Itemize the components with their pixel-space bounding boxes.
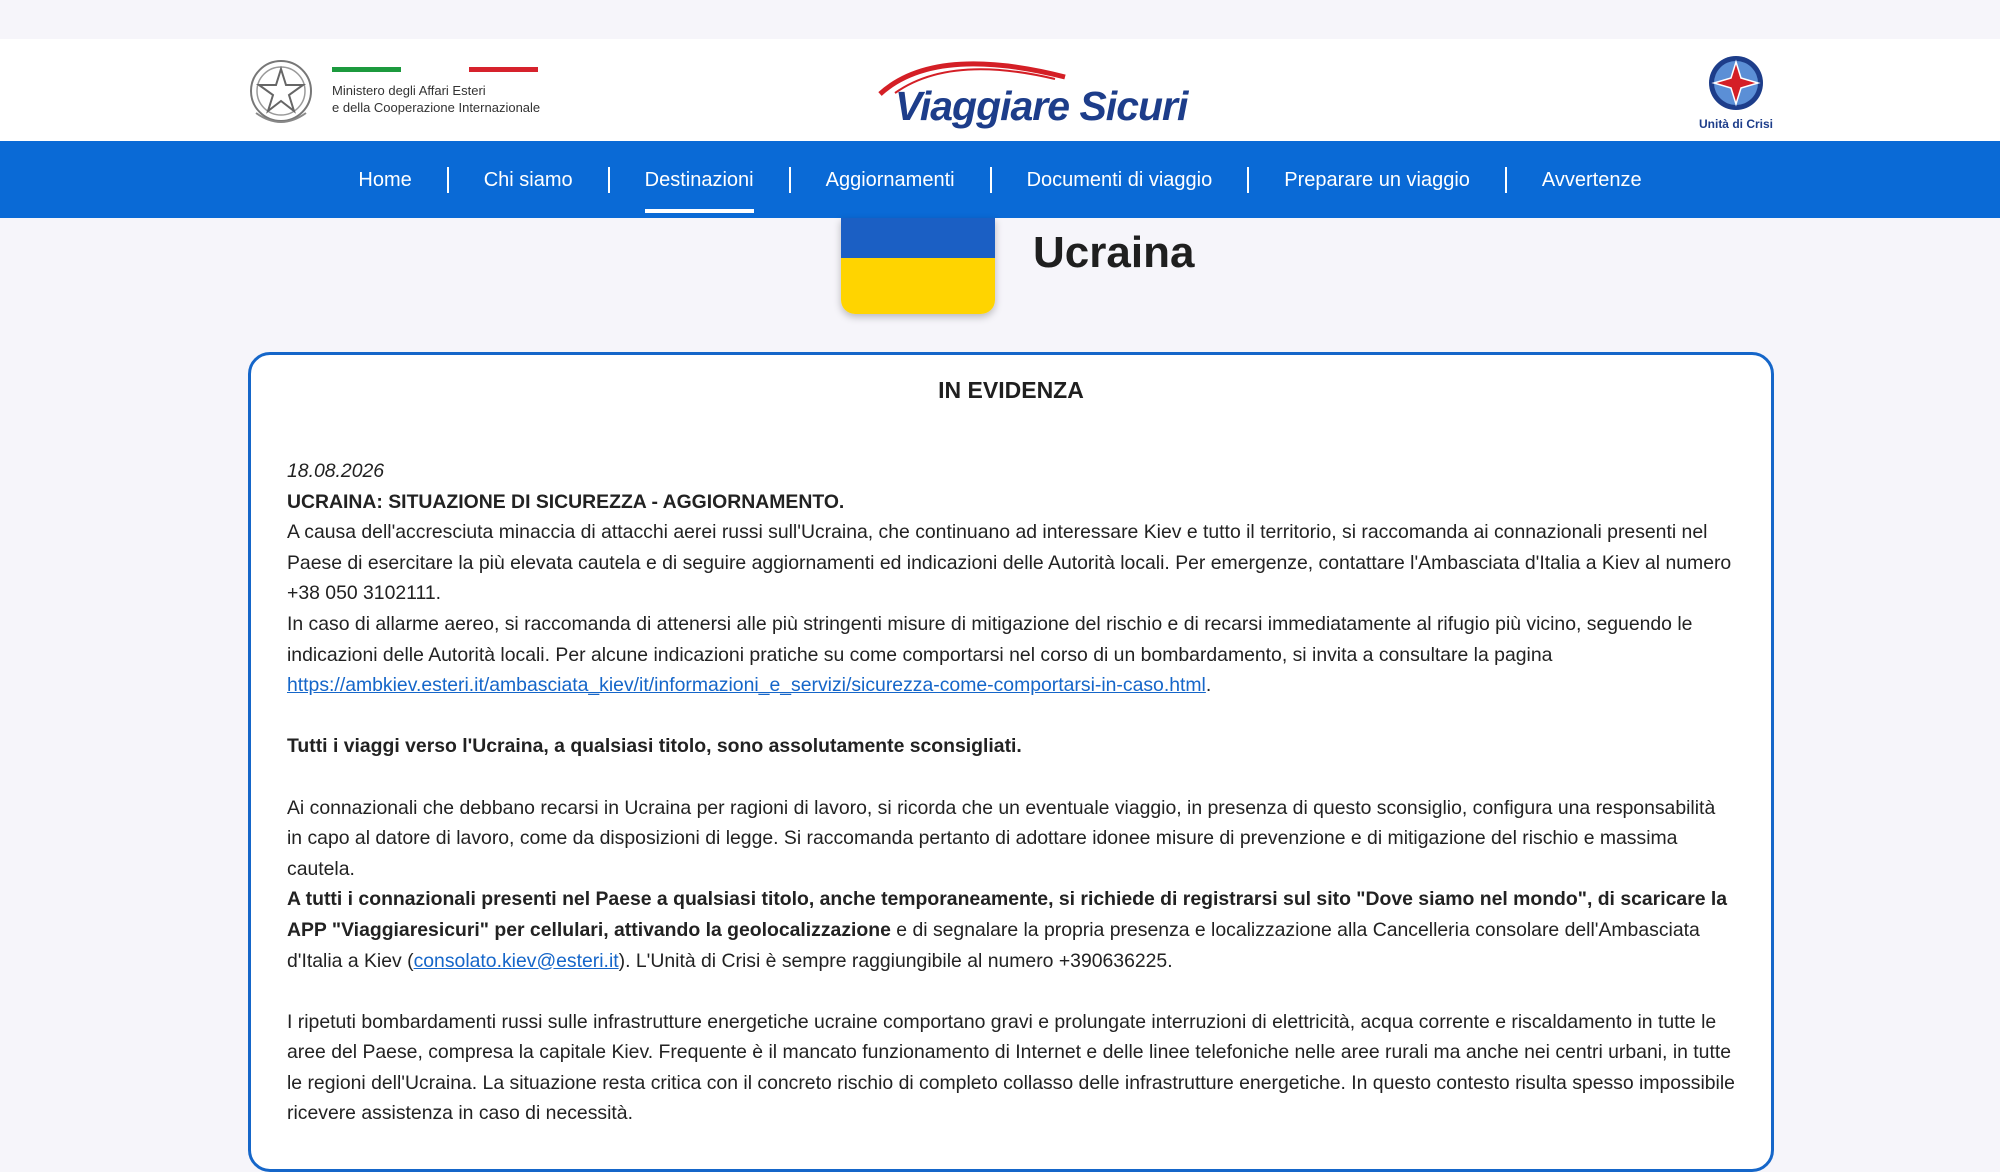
- main-navigation: [0, 141, 2000, 218]
- nav-home[interactable]: Home: [358, 168, 412, 191]
- ministry-name-line1: Ministero degli Affari Esteri: [332, 82, 486, 98]
- air-alarm-end: .: [1205, 674, 1212, 697]
- update-date: 18.08.2026: [287, 460, 385, 482]
- ukraine-flag: [841, 218, 995, 314]
- consulate-email-link[interactable]: consolato.kiev@esteri.it: [413, 949, 619, 972]
- nav-aggiornamenti[interactable]: Aggiornamenti: [825, 168, 955, 191]
- registration-end: ). L'Unità di Crisi è sempre raggiungibile al numero +390636225.: [618, 949, 1173, 972]
- air-alarm-text: In caso di allarme aereo, si raccomanda di attenersi alle più stringenti misure di mitigazione del rischio e di recarsi immediatamente al rifugio più vicino, seguendo le indicazioni delle Autorità locali. Per alcune indicazioni pratiche su come comportarsi nel corso di un bombardamento, si invita a consultare la pagina: [287, 612, 1693, 666]
- nav-preparare-un-viaggio[interactable]: Preparare un viaggio: [1284, 168, 1470, 191]
- nav-chi-siamo[interactable]: Chi siamo: [483, 168, 573, 191]
- paragraph-work-travel: Ai connazionali che debbano recarsi in Ucraina per ragioni di lavoro, si ricorda che un eventuale viaggio, in presenza di questo sconsiglio, configura una responsabilità in capo al datore di lavoro, come da disposizioni di legge. Si raccomanda pertanto di adottare idonee misure di prevenzione e di mitigazione del rischio e massima cautela.: [287, 796, 1716, 880]
- registration-text: e di segnalare la propria presenza e localizzazione alla Cancelleria consolare dell'Ambasciata d'Italia a Kiev (: [287, 918, 1700, 972]
- paragraph-threat: A causa dell'accresciuta minaccia di attacchi aerei russi sull'Ucraina, che continuano ad interessare Kiev e tutto il territorio, si raccomanda ai connazionali presenti nel Paese di esercitare la più elevata cautela e di seguire aggiornamenti ed indicazioni delle Autorità locali. Per emergenze, contattare l'Ambasciata d'Italia a Kiev al numero +38 050 3102111.: [287, 521, 1732, 605]
- highlight-card: [248, 352, 1774, 1172]
- nav-documenti-di-viaggio[interactable]: Documenti di viaggio: [1026, 168, 1213, 191]
- paragraph-air-alarm: [287, 609, 1735, 701]
- nav-destinazioni[interactable]: Destinazioni: [610, 165, 789, 195]
- logo-text: Viaggiare Sicuri: [895, 83, 1188, 129]
- highlight-content: [287, 456, 1735, 1129]
- italian-flag-bar: [332, 67, 538, 72]
- embassy-safety-link[interactable]: https://ambkiev.esteri.it/ambasciata_kiev/it/informazioni_e_servizi/sicurezza-come-comportarsi-in-caso.html: [287, 674, 1206, 697]
- country-title: Ucraina: [1033, 228, 1195, 277]
- travel-warning: Tutti i viaggi verso l'Ucraina, a qualsiasi titolo, sono assolutamente sconsigliati.: [287, 735, 1022, 758]
- crisis-unit-logo[interactable]: [1694, 54, 1778, 131]
- site-header: [0, 39, 2000, 141]
- top-strip: [0, 0, 2000, 39]
- paragraph-infrastructure: I ripetuti bombardamenti russi sulle infrastrutture energetiche ucraine comportano gravi e prolungate interruzioni di elettricità, acqua corrente e riscaldamento in tutte le aree del Paese, compresa la capitale Kiev. Frequente è il mancato funzionamento di Internet e delle linee telefoniche nelle aree rurali ma anche nei centri urbani, in tutte le regioni dell'Ucraina. La situazione resta critica con il concreto rischio di completo collasso delle infrastrutture energetiche. In questo contesto risulta spesso impossibile ricevere assistenza in caso di necessità.: [287, 1010, 1735, 1125]
- highlight-title: IN EVIDENZA: [938, 377, 1084, 403]
- update-heading: UCRAINA: SITUAZIONE DI SICUREZZA - AGGIORNAMENTO.: [287, 490, 845, 513]
- viaggiare-sicuri-logo[interactable]: [875, 49, 1188, 139]
- country-header: [0, 218, 2000, 352]
- italian-emblem-icon: [248, 53, 314, 129]
- paragraph-registration: [287, 884, 1735, 976]
- registration-bold: A tutti i connazionali presenti nel Paese a qualsiasi titolo, anche temporaneamente, si richiede di registrarsi sul sito "Dove siamo nel mondo", di scaricare la APP "Viaggiaresicuri" per cellulari, attivando la geolocalizzazione: [287, 888, 1728, 941]
- crisis-unit-icon: [1706, 54, 1766, 112]
- ministry-name-line2: e della Cooperazione Internazionale: [332, 99, 541, 115]
- crisis-unit-label: Unità di Crisi: [1698, 117, 1773, 131]
- ministry-logo[interactable]: [248, 53, 540, 129]
- nav-avvertenze[interactable]: Avvertenze: [1541, 168, 1642, 191]
